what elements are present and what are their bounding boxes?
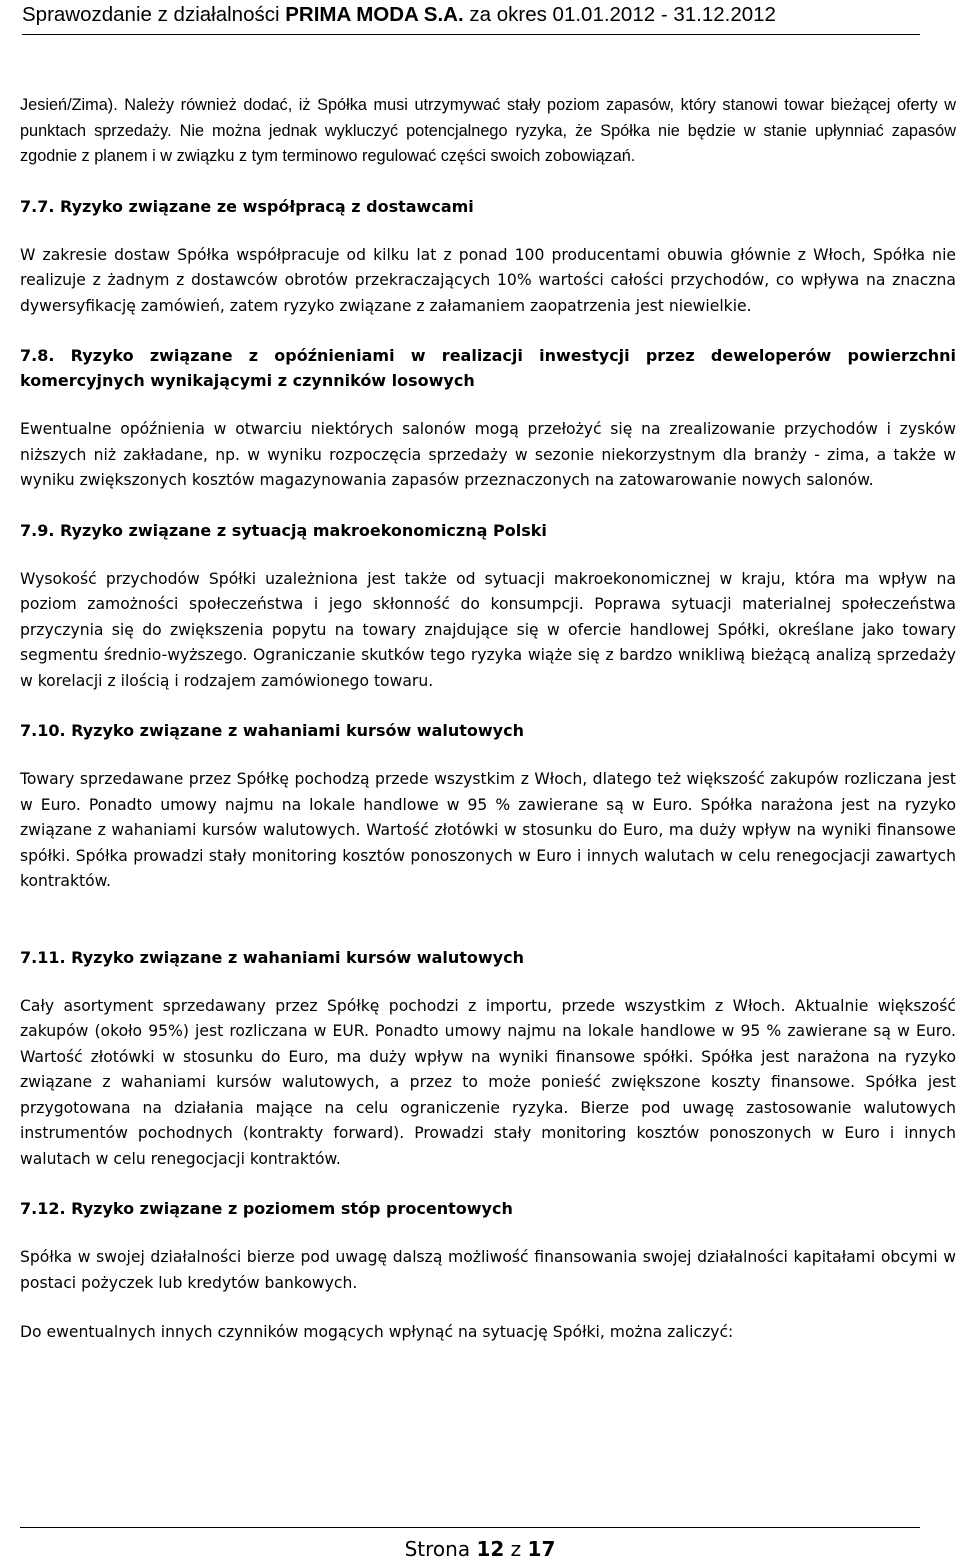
footer-page-total: 17 (527, 1537, 556, 1561)
section-heading-7-8: 7.8. Ryzyko związane z opóźnieniami w realizacji inwestycji przez deweloperów powierzchni komercyjnych wynikającymi z czynników losowych (20, 346, 956, 390)
header-company: PRIMA MODA S.A. (285, 3, 464, 26)
section-paragraph-7-9: Wysokość przychodów Spółki uzależniona jest także od sytuacji makroekonomicznej w kraju, która ma wpływ na poziom zamożności społeczeństwa i jego skłonność do konsumpcji. Poprawa sytuacji materialnej społeczeństwa przyczynia się do zwiększenia popytu na towary znajdujące się w ofercie handlowej Spółki, określane jako towary segmentu średnio-wyższego. Ograniczanie skutków tego ryzyka wiąże się z bardzo wnikliwą bieżącą analizą sprzedaży w korelacji z ilością i rodzajem zamówionego towaru. (20, 569, 956, 690)
section-heading-7-10: 7.10. Ryzyko związane z wahaniami kursów walutowych (20, 721, 524, 740)
page-footer (0, 1536, 960, 1562)
footer-of: z (510, 1537, 522, 1561)
footer-page-number: 12 (476, 1537, 505, 1561)
section-paragraph-7-8: Ewentualne opóźnienia w otwarciu niektórych salonów mogą przełożyć się na zrealizowanie przychodów i zysków niższych niż zakładane, np. w wyniku rozpoczęcia sprzedaży w sezonie niekorzystnym dla branży - zima, a także w wyniku zwiększonych kosztów magazynowania zapasów przeznaczonych na zatowarowanie nowych salonów. (20, 420, 956, 489)
document-body (20, 93, 956, 1346)
section-heading-7-11: 7.11. Ryzyko związane z wahaniami kursów walutowych (20, 947, 524, 967)
footer-label: Strona (404, 1537, 471, 1561)
section-heading-7-9: 7.9. Ryzyko związane z sytuacją makroekonomiczną Polski (20, 520, 547, 540)
section-paragraph-7-12a: Spółka w swojej działalności bierze pod uwagę dalszą możliwość finansowania swojej działalności kapitałami obcymi w postaci pożyczek lub kredytów bankowych. (20, 1248, 956, 1292)
footer-divider (20, 1527, 920, 1528)
header-prefix: Sprawozdanie z działalności (22, 3, 286, 26)
page-header (22, 0, 920, 35)
section-paragraph-7-7: W zakresie dostaw Spółka współpracuje od kilku lat z ponad 100 producentami obuwia głównie z Włoch, Spółka nie realizuje z żadnym z dostawców obrotów przekraczających 10% wartości całości przychodów, co wpływa na znaczna dywersyfikację zamówień, zatem ryzyko związane z załamaniem zaopatrzenia jest niewielkie. (20, 245, 956, 315)
section-paragraph-7-10: Towary sprzedawane przez Spółkę pochodzą przede wszystkim z Włoch, dlatego też większość zakupów rozliczana jest w Euro. Ponadto umowy najmu na lokale handlowe w 95 % zawierane są w Euro. Spółka narażona jest na ryzyko związane z wahaniami kursów walutowych. Wartość złotówki w stosunku do Euro, ma duży wpływ na wyniki finansowe spółki. Spółka prowadzi stały monitoring kosztów ponoszonych w Euro i innych walutach w celu renegocjacji zawartych kontraktów. (20, 770, 956, 890)
intro-paragraph: Jesień/Zima). Należy również dodać, iż Spółka musi utrzymywać stały poziom zapasów, który stanowi towar bieżącej oferty w punktach sprzedaży. Nie można jednak wykluczyć potencjalnego ryzyka, że Spółka nie będzie w stanie upłynniać zapasów zgodnie z planem i w związku z tym terminowo regulować części swoich zobowiązań. (20, 96, 956, 165)
section-heading-7-7: 7.7. Ryzyko związane ze współpracą z dostawcami (20, 196, 474, 216)
section-heading-7-12: 7.12. Ryzyko związane z poziomem stóp procentowych (20, 1199, 513, 1218)
section-paragraph-7-12b: Do ewentualnych innych czynników mogących wpłynąć na sytuację Spółki, można zaliczyć: (20, 1323, 734, 1341)
section-paragraph-7-11: Cały asortyment sprzedawany przez Spółkę pochodzi z importu, przede wszystkim z Włoch. Aktualnie większość zakupów (około 95%) jest rozliczana w EUR. Ponadto umowy najmu na lokale handlowe w 95 % zawierane są w Euro. Wartość złotówki w stosunku do Euro, ma duży wpływ na wyniki finansowe spółki. Spółka jest narażona na ryzyko związane z wahaniami kursów walutowych, a przez to może ponieść zwiększone koszty finansowe. Spółka jest przygotowana na działania mające na celu ograniczenie ryzyka. Bierze pod uwagę zastosowanie walutowych instrumentów pochodnych (kontrakty forward). Prowadzi stały monitoring kosztów ponoszonych w Euro i innych walutach w celu renegocjacji kontraktów. (20, 996, 956, 1168)
header-suffix: za okres 01.01.2012 - 31.12.2012 (463, 3, 776, 26)
